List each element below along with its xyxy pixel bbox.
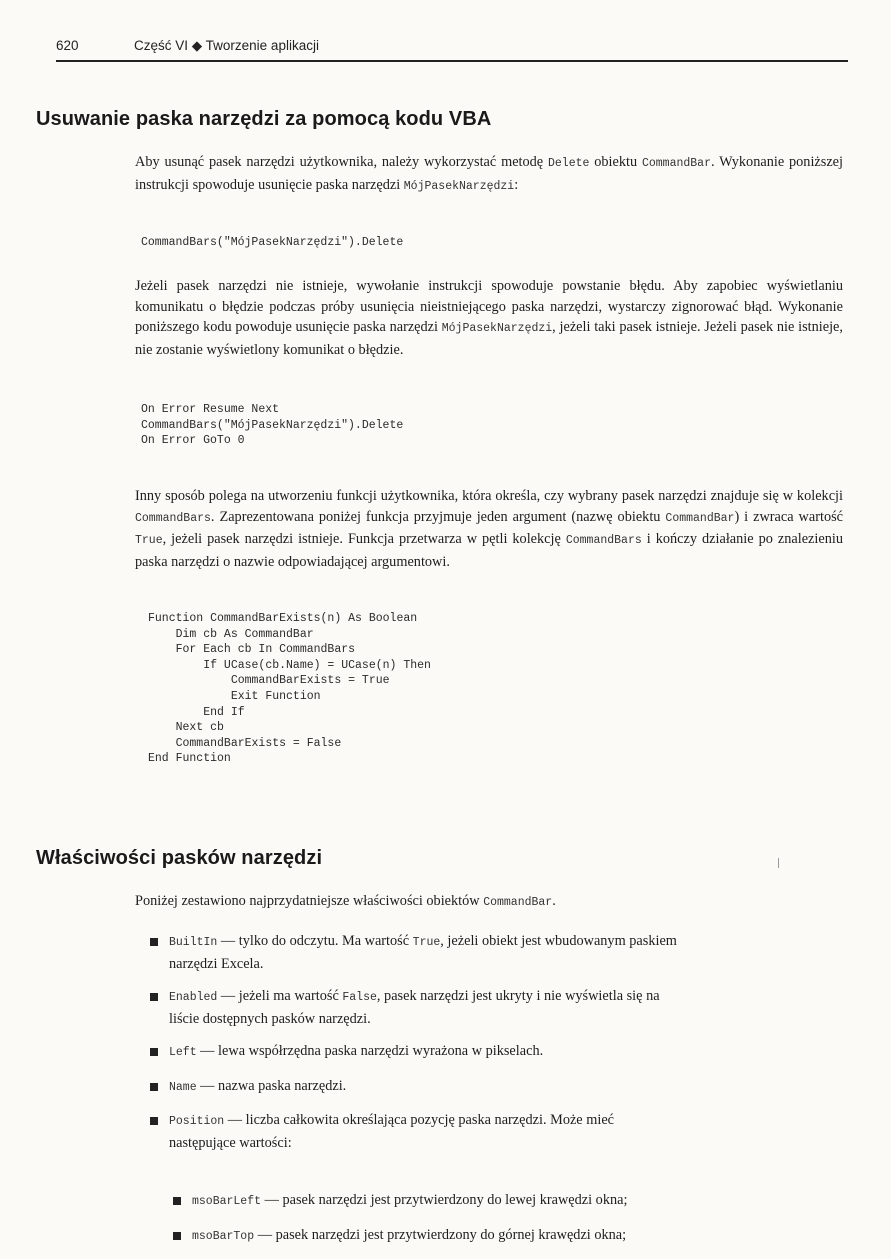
inline-code: Position	[169, 1115, 225, 1128]
inline-code: True	[135, 534, 163, 547]
paragraph-delete-method	[135, 152, 843, 197]
list-item	[148, 931, 678, 974]
code-block-function: Function CommandBarExists(n) As Boolean Dim cb As CommandBar For Each cb In CommandBars If UCase(cb.Name) = UCase(n) Then CommandBarExists = True Exit Function End If Next cb CommandBarExists = False End Function	[148, 612, 431, 766]
list-item	[148, 1041, 678, 1064]
inline-code: CommandBars	[565, 534, 642, 547]
inline-code: CommandBar	[483, 896, 553, 909]
list-item	[148, 1110, 678, 1153]
text-run: , pasek narzędzi jest ukryty i nie wyświetla się na liście dostępnych pasków narzędzi.	[169, 988, 660, 1027]
text-run: , jeżeli obiekt jest wbudowanym paskiem narzędzi Excela.	[169, 933, 677, 972]
code-block-delete: CommandBars("MójPasekNarzędzi").Delete	[141, 236, 404, 249]
text-run: ) i zwraca wartość	[734, 508, 843, 525]
text-run: — tylko do odczytu. Ma wartość	[217, 933, 413, 949]
paragraph-function-intro	[135, 486, 843, 572]
inline-code: False	[342, 991, 377, 1004]
section-heading-toolbar-properties: Właściwości pasków narzędzi	[36, 847, 323, 869]
text-run: — pasek narzędzi jest przytwierdzony do lewej krawędzi okna;	[261, 1192, 628, 1208]
inline-code: CommandBar	[665, 511, 735, 525]
text-run: — lewa współrzędna paska narzędzi wyrażona w pikselach.	[196, 1043, 544, 1059]
text-run: , jeżeli pasek narzędzi istnieje. Funkcja przetwarza w pętli kolekcję	[162, 531, 566, 547]
text-run: Aby usunąć pasek narzędzi użytkownika, należy wykorzystać metodę	[135, 154, 548, 170]
text-run: .	[552, 893, 556, 909]
list-item	[171, 1190, 851, 1213]
text-run: Poniżej zestawiono najprzydatniejsze właściwości obiektów	[135, 893, 484, 909]
text-run: — nazwa paska narzędzi.	[196, 1077, 347, 1094]
inline-code: MójPasekNarzędzi	[403, 179, 515, 193]
text-run: Jeżeli pasek narzędzi nie istnieje, wywołanie instrukcji spowoduje powstanie błędu. Aby zapobiec wyświetlaniu komunikatu o błędzie podczas próby usunięcia nieistniejącego paska narzędzi, wystarczy zignorować błąd. Wykonanie poniższego kodu powoduje usunięcie paska narzędzi	[135, 278, 843, 335]
list-item	[171, 1225, 851, 1248]
paragraph-error-handling	[135, 276, 843, 360]
page-number: 620	[56, 38, 79, 53]
inline-code: CommandBar	[641, 157, 711, 170]
inline-code: Name	[169, 1080, 197, 1094]
inline-code: msoBarTop	[192, 1229, 255, 1243]
text-run: — jeżeli ma wartość	[217, 988, 343, 1004]
text-run: Inny sposób polega na utworzeniu funkcji użytkownika, która określa, czy wybrany pasek narzędzi znajduje się w kolekcji	[135, 488, 843, 504]
position-values-list	[171, 1190, 851, 1259]
part-title: Część VI ◆ Tworzenie aplikacji	[134, 38, 319, 53]
inline-code: True	[412, 936, 441, 949]
inline-code: Left	[169, 1046, 197, 1059]
list-item	[148, 986, 678, 1029]
inline-code: CommandBars	[135, 511, 211, 525]
inline-code: MójPasekNarzędzi	[441, 322, 553, 335]
text-run: — liczba całkowita określająca pozycję paska narzędzi. Może mieć następujące wartości:	[169, 1112, 615, 1151]
inline-code: Enabled	[169, 991, 218, 1004]
text-run: — pasek narzędzi jest przytwierdzony do górnej krawędzi okna;	[254, 1226, 627, 1243]
paragraph-properties-intro	[135, 891, 843, 914]
properties-list	[148, 931, 678, 1165]
scan-mark	[778, 858, 779, 868]
text-run: , jeżeli taki pasek istnieje. Jeżeli pasek nie istnieje, nie zostanie wyświetlony komunikat o błędzie.	[135, 319, 843, 358]
text-run: . Wykonanie poniższej instrukcji spowoduje usunięcie paska narzędzi	[135, 154, 843, 193]
list-item	[148, 1076, 678, 1099]
text-run: :	[514, 176, 519, 193]
inline-code: msoBarLeft	[192, 1195, 262, 1208]
section-heading-delete-toolbar: Usuwanie paska narzędzi za pomocą kodu VBA	[36, 108, 492, 130]
text-run: . Zaprezentowana poniżej funkcja przyjmuje jeden argument (nazwę obiektu	[210, 508, 666, 525]
inline-code: BuiltIn	[169, 936, 218, 949]
inline-code: Delete	[548, 157, 590, 170]
running-header	[56, 38, 846, 54]
text-run: obiektu	[589, 154, 642, 170]
text-run: i kończy działanie po znalezieniu paska narzędzi o nazwie odpowiadającej argumentowi.	[135, 531, 843, 570]
header-rule	[56, 60, 848, 62]
code-block-on-error: On Error Resume Next CommandBars("MójPasekNarzędzi").Delete On Error GoTo 0	[141, 403, 404, 448]
